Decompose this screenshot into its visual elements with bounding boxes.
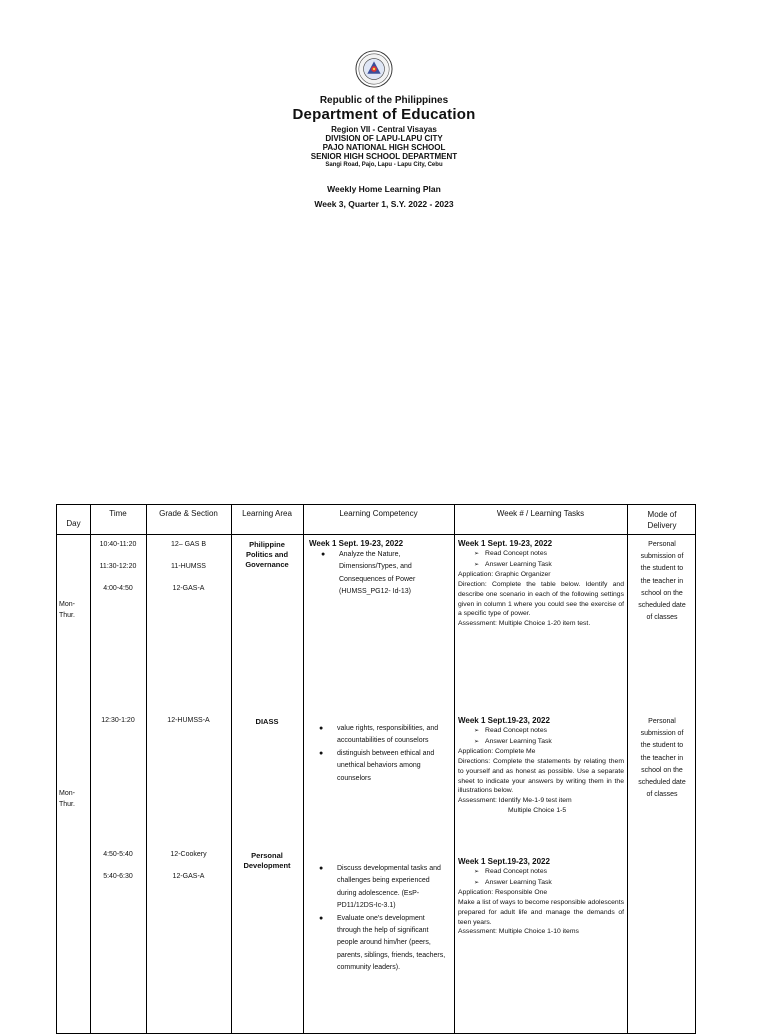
department-title: Department of Education [292, 106, 476, 123]
header-day: Day [66, 519, 81, 528]
plan-title: Weekly Home Learning Plan [327, 184, 441, 194]
department-name: SENIOR HIGH SCHOOL DEPARTMENT [310, 152, 458, 161]
mode-of-delivery-cell: Personal submission of the student to the teacher in school on the scheduled date of classes [638, 718, 686, 799]
learning-area-cell: Personal Development [243, 851, 291, 870]
learning-tasks-cell: Week 1 Sept.19-23, 2022 ➢ Read Concept notes ➢ Answer Learning Task Application: Responsible One Make a list of ways to become responsible adolescents prepared for adult life and manage the demands of teen years. Assessment: Multiple Choice 1-10 items [458, 856, 624, 937]
competency-item: ● distinguish between ethical and unethical behaviors among counselors [337, 748, 449, 785]
competency-cell [315, 723, 449, 785]
learning-plan-table [56, 504, 696, 1034]
time-cell: 4:50-5:40 5:40-6:30 [103, 851, 133, 880]
header-time: Time [109, 509, 127, 518]
region-label: Region VII - Central Visayas [331, 125, 437, 134]
mode-of-delivery-cell: Personal submission of the student to the teacher in school on the scheduled date of classes [638, 541, 686, 622]
header-grade-section: Grade & Section [159, 509, 218, 518]
learning-area-cell: Philippine Politics and Governance [245, 540, 289, 569]
competency-item: ● Discuss developmental tasks and challenges being experienced during adolescence. (EsP-PD11/12DS-Ic-3.1) [337, 863, 449, 913]
day-cell: Mon- Thur. [59, 601, 75, 619]
competency-item: ● value rights, responsibilities, and accountabilities of counselors [337, 723, 449, 748]
competency-item: ● Analyze the Nature, Dimensions/Types, and Consequences of Power (HUMSS_PG12- Id-13) [339, 549, 449, 599]
time-cell: 10:40-11:20 11:30-12:20 4:00-4:50 [99, 541, 137, 592]
competency-cell: Week 1 Sept. 19-23, 2022 ● Analyze the Nature, Dimensions/Types, and Consequences of Power (HUMSS_PG12- Id-13) [309, 538, 449, 599]
school-name: PAJO NATIONAL HIGH SCHOOL [322, 143, 446, 152]
table-divider [57, 534, 695, 535]
learning-area-cell: DIASS [255, 717, 279, 726]
plan-week: Week 3, Quarter 1, S.Y. 2022 - 2023 [314, 199, 454, 209]
table-divider [231, 505, 232, 1033]
header-learning-competency: Learning Competency [339, 509, 418, 518]
division-label: DIVISION OF LAPU-LAPU CITY [325, 134, 443, 143]
grade-section-cell: 12-Cookery 12-GAS-A [170, 851, 207, 880]
header-learning-area: Learning Area [242, 509, 292, 518]
deped-seal-icon [355, 50, 393, 88]
day-cell: Mon- Thur. [59, 790, 75, 808]
table-divider [454, 505, 455, 1033]
time-cell: 12:30-1:20 [101, 717, 135, 724]
school-address: Sangi Road, Pajo, Lapu - Lapu City, Cebu [325, 162, 443, 168]
grade-section-cell: 12– GAS B 11-HUMSS 12-GAS-A [170, 541, 207, 592]
grade-section-cell: 12-HUMSS-A [167, 717, 210, 724]
competency-cell [315, 863, 449, 975]
republic-label: Republic of the Philippines [319, 95, 449, 106]
competency-item: ● Evaluate one's development through the help of significant people around him/her (peers, parents, siblings, friends, teachers, community leaders). [337, 913, 449, 975]
learning-tasks-cell: Week 1 Sept.19-23, 2022 ➢ Read Concept notes ➢ Answer Learning Task Application: Complete Me Directions: Complete the statements by relating them to yourself and as honest as possible. Use a separate sheet to indicate your answers by writing them in the illustrations below. Assessment: Identify Me-1-9 test item Multiple Choice 1-5 [458, 715, 624, 815]
learning-tasks-cell: Week 1 Sept. 19-23, 2022 ➢ Read Concept notes ➢ Answer Learning Task Application: Graphic Organizer Direction: Complete the table below. Identify and describe one scenario in each of the following settings given in column 1 where you could see the exercise of a specific type of power. Assessment: Multiple Choice 1-20 item test. [458, 538, 624, 629]
header-mode-of-delivery: Mode of Delivery [647, 510, 677, 530]
header-learning-tasks: Week # / Learning Tasks [496, 509, 585, 518]
table-divider [303, 505, 304, 1033]
